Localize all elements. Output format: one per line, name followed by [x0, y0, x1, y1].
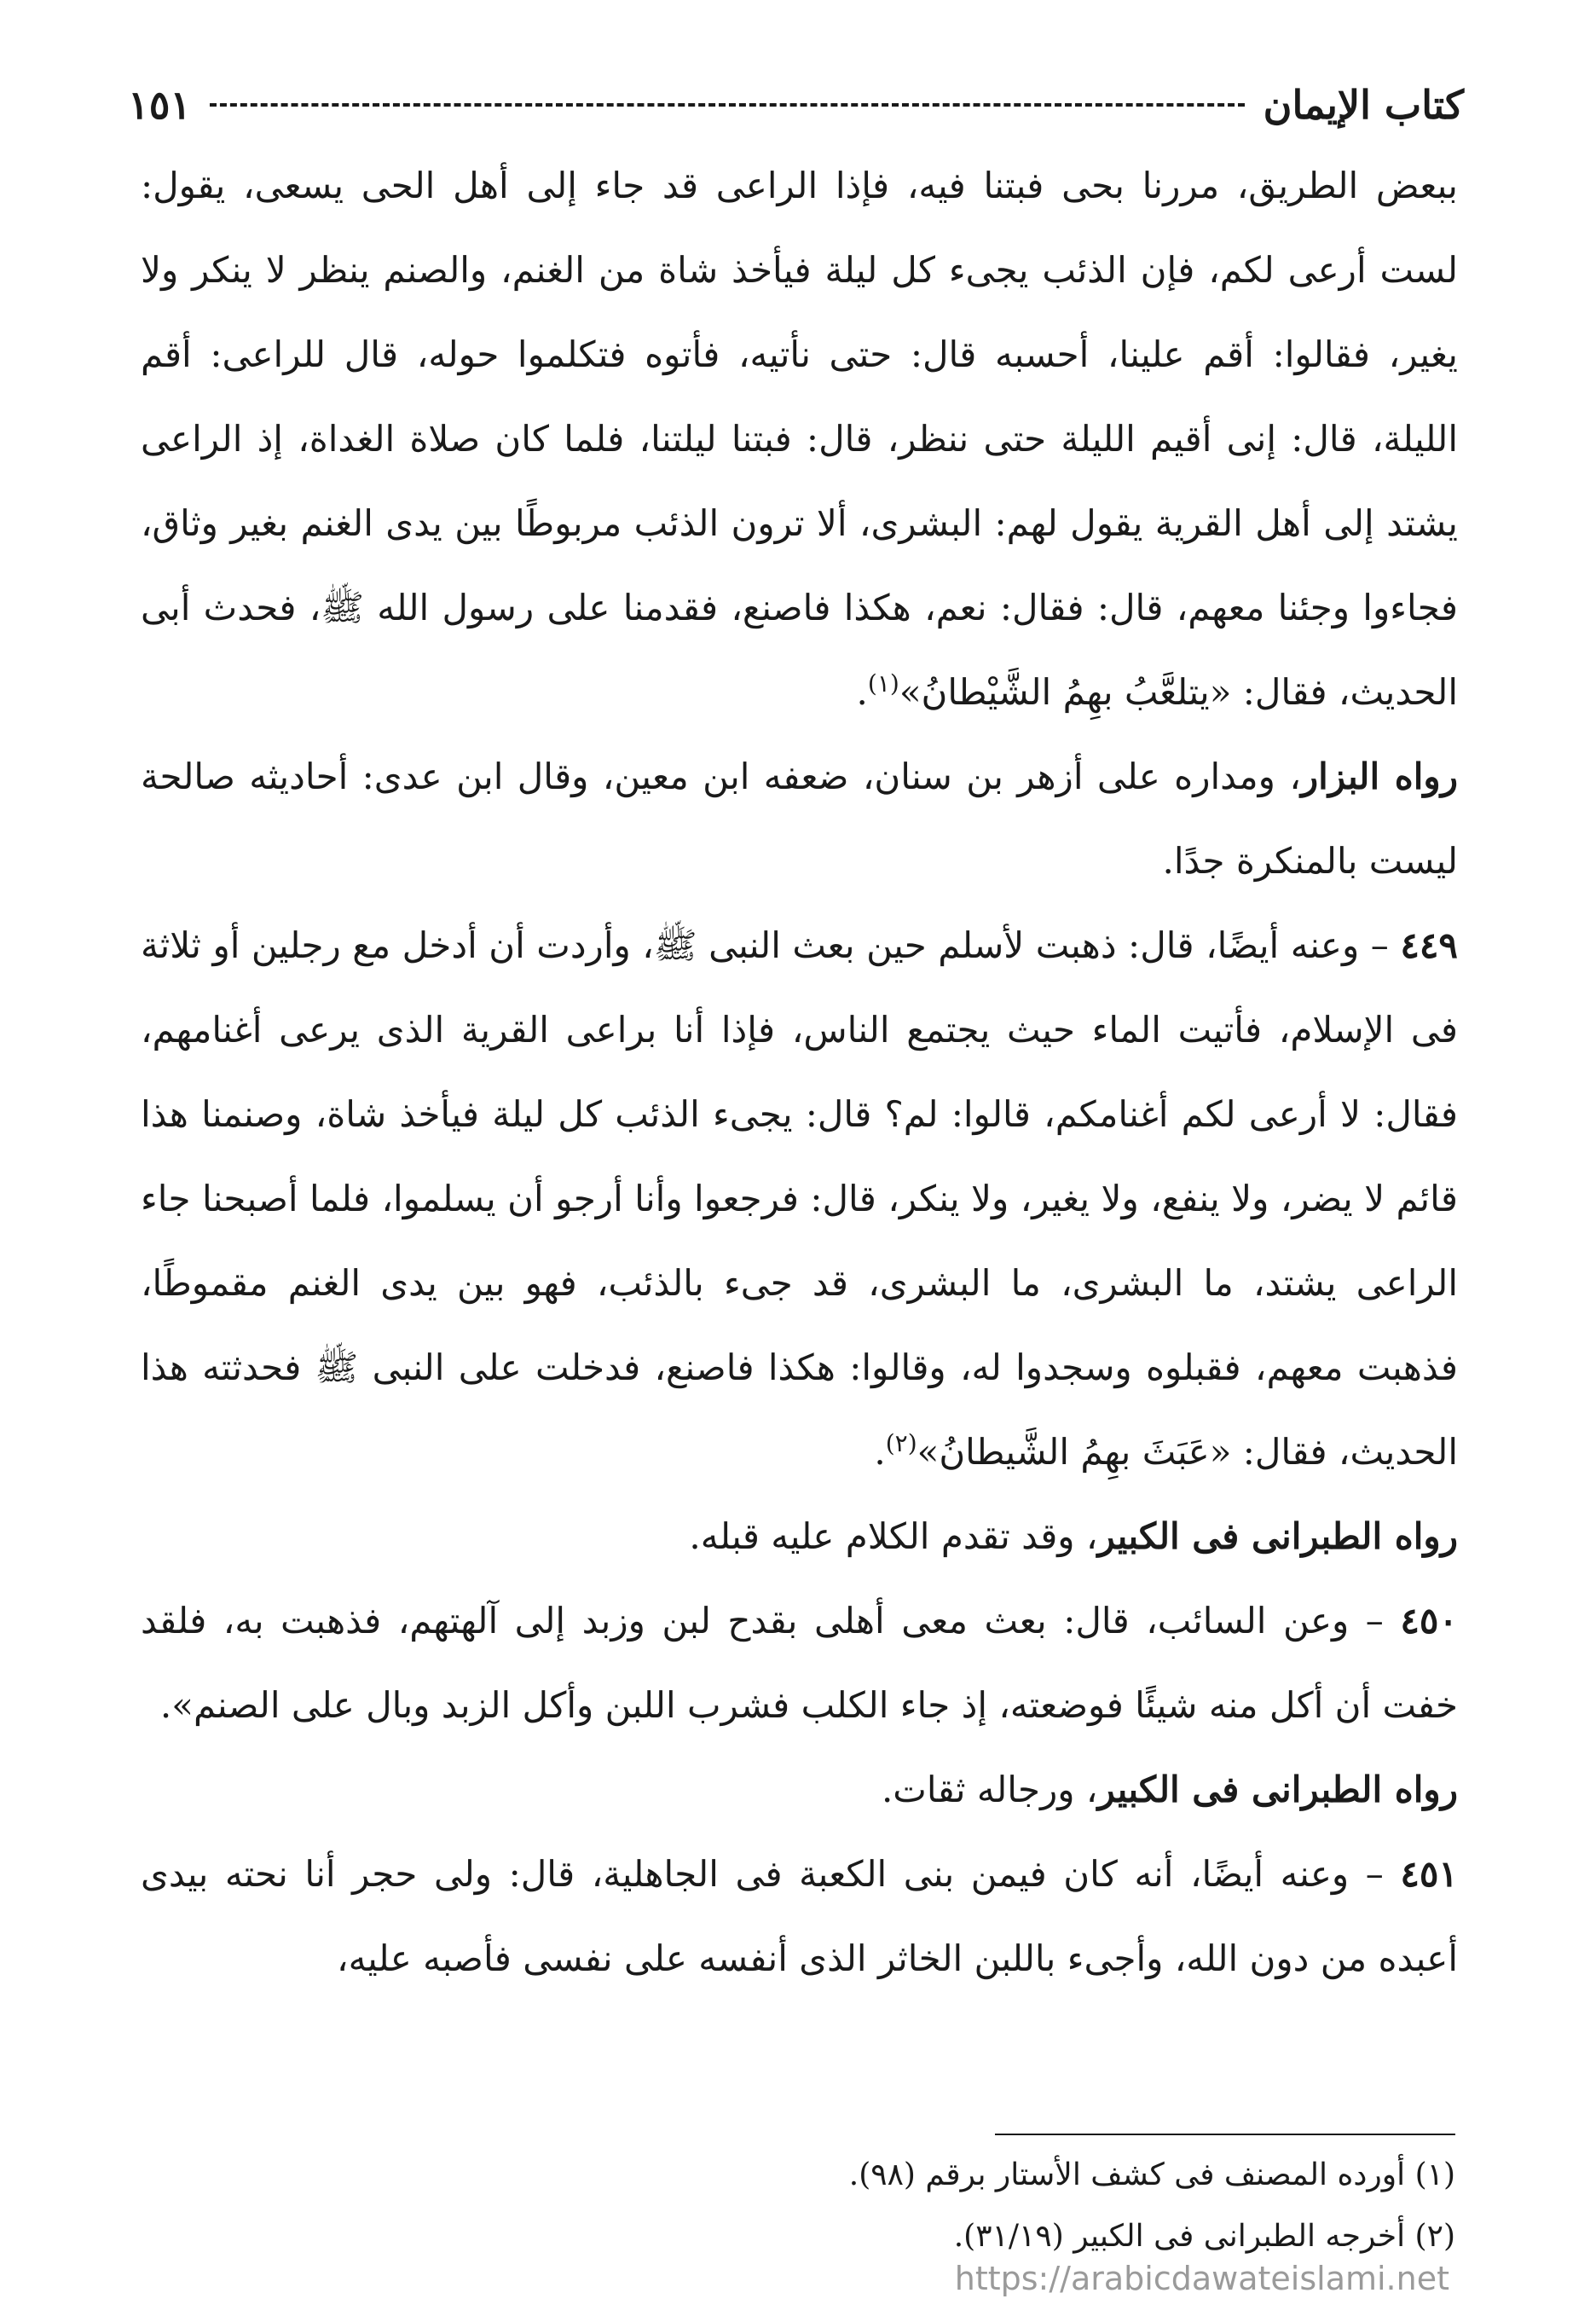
header-dashed-rule — [210, 103, 1245, 107]
hadith-number: ٤٥٠ — [1400, 1600, 1458, 1642]
footnotes — [256, 2145, 1455, 2267]
footnote-separator — [995, 2134, 1455, 2135]
main-text — [141, 143, 1458, 2001]
footnote-2: (٢) أخرجه الطبرانى فى الكبير (٣١/١٩). — [953, 2219, 1455, 2254]
page-number: ١٥١ — [128, 82, 192, 128]
hadith-450: ٤٥٠ – وعن السائب، قال: بعث معى أهلى بقدح لبن وزبد إلى آلهتهم، فذهبت به، فلقد خفت أن أكل منه شيئًا فوضعته، إذ جاء الكلب فشرب اللبن وأكل الزبد وبال على الصنم». — [141, 1600, 1458, 1726]
paragraph-source-note: رواه الطبرانى فى الكبير، وقد تقدم الكلام عليه قبله. — [689, 1515, 1458, 1557]
paragraph-source-note: رواه الطبرانى فى الكبير، ورجاله ثقات. — [881, 1769, 1458, 1810]
paragraph-continuation: ببعض الطريق، مررنا بحى فبتنا فيه، فإذا الراعى قد جاء إلى أهل الحى يسعى، يقول: لست أرعى لكم، فإن الذئب يجىء كل ليلة فيأخذ شاة من الغنم، والصنم ينظر لا ينكر ولا يغير، فقالوا: أقم علينا، أحسبه قال: حتى نأتيه، فأتوه فتكلموا حوله، قال للراعى: أقم الليلة، قال: إنى أقيم الليلة حتى ننظر، قال: فبتنا ليلتنا، فلما كان صلاة الغداة، إذ الراعى يشتد إلى أهل القرية يقول لهم: البشرى، ألا ترون الذئب مربوطًا بين يدى الغنم بغير وثاق، فجاءوا وجئنا معهم، قال: فقال: نعم، هكذا فاصنع، فقدمنا على رسول الله ﷺ، فحدث أبى الحديث، فقال: «يتلعَّبُ بهِمُ الشَّيْطانُ»$^{(١)}$. — [141, 165, 1458, 713]
hadith-449: ٤٤٩ – وعنه أيضًا، قال: ذهبت لأسلم حين بعث النبى ﷺ، وأردت أن أدخل مع رجلين أو ثلاثة فى الإسلام، فأتيت الماء حيث يجتمع الناس، فإذا أنا براعى القرية الذى يرعى أغنامهم، فقال: لا أرعى لكم أغنامكم، قالوا: لم؟ قال: يجىء الذئب كل ليلة فيأخذ شاة، وصنمنا هذا قائم لا يضر، ولا ينفع، ولا يغير، ولا ينكر، قال: فرجعوا وأنا أرجو أن يسلموا، فلما أصبحنا جاء الراعى يشتد، ما البشرى، ما البشرى، قد جىء بالذئب، فهو بين يدى الغنم مقموطًا، فذهبت معهم، فقبلوه وسجدوا له، وقالوا: هكذا فاصنع، فدخلت على النبى ﷺ فحدثته هذا الحديث، فقال: «عَبَثَ بهِمُ الشَّيطانُ»$^{(٢)}$. — [141, 924, 1459, 1473]
footnote-ref-2: (٢) — [885, 1429, 917, 1457]
footnote-ref-1: (١) — [867, 669, 899, 698]
running-header — [128, 75, 1464, 135]
hadith-number: ٤٤٩ — [1400, 924, 1458, 966]
footnote-1: (١) أورده المصنف فى كشف الأستار برقم (٩٨). — [848, 2157, 1455, 2192]
chapter-title: كتاب الإيمان — [1263, 82, 1464, 128]
hadith-number: ٤٥١ — [1400, 1853, 1458, 1895]
watermark-url: https://arabicdawateislami.net — [954, 2260, 1449, 2297]
hadith-451: ٤٥١ – وعنه أيضًا، أنه كان فيمن بنى الكعبة فى الجاهلية، قال: ولى حجر أنا نحته بيدى أعبده من دون الله، وأجىء باللبن الخاثر الذى أنفسه على نفسى فأصبه عليه، — [141, 1853, 1458, 1979]
paragraph-source-note: رواه البزار، ومداره على أزهر بن سنان، ضعفه ابن معين، وقال ابن عدى: أحاديثه صالحة ليست بالمنكرة جدًا. — [141, 756, 1458, 882]
